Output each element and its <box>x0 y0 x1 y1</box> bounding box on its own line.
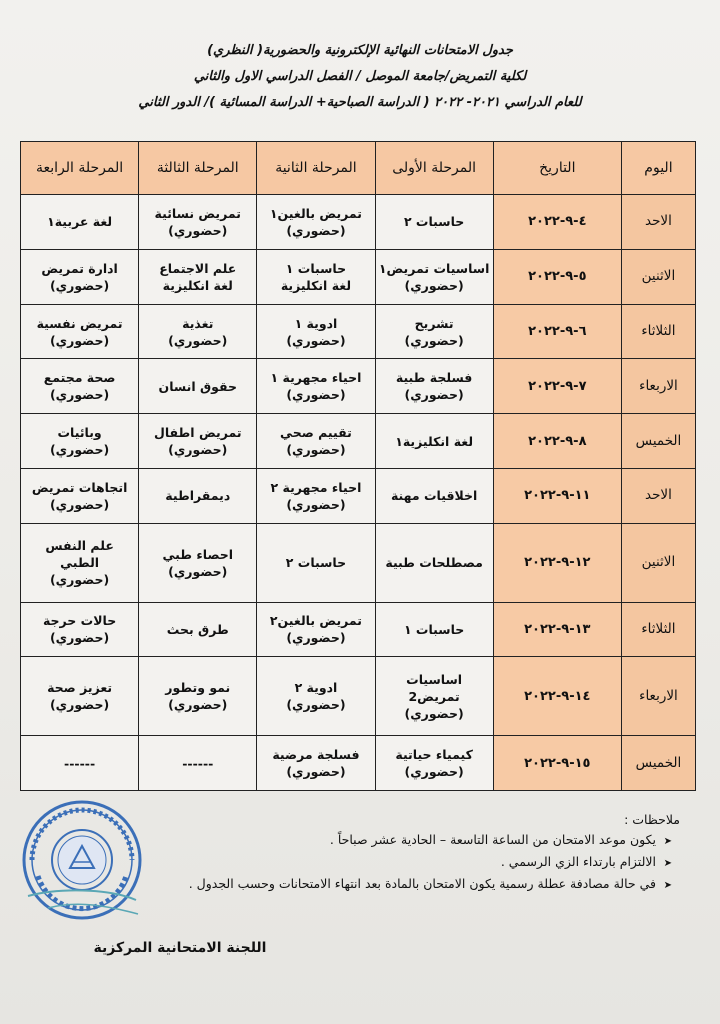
subject-line: حاسبات ٢ <box>285 555 347 571</box>
note-item <box>120 874 672 896</box>
subject-line: اساسيات تمريض2 <box>406 671 463 704</box>
subject-line: (حضوري) <box>404 705 464 721</box>
subject-line: طرق بحث <box>166 621 229 637</box>
subject-line: صحة مجتمع <box>43 370 116 386</box>
subject-line: تمريض نفسية <box>36 315 123 331</box>
subject-cell <box>257 602 375 657</box>
subject-line: تمريض بالغين١ <box>269 205 362 221</box>
subject-line: (حضوري) <box>286 222 346 238</box>
date-cell: ١٤-٩-٢٠٢٢ <box>493 657 621 736</box>
subject-cell <box>139 359 257 414</box>
subject-line: لغة انكليزية <box>280 277 352 293</box>
table-row <box>21 523 696 602</box>
subject-line: لغة انكليزية١ <box>395 433 474 449</box>
subject-line: تمريض نسائية <box>154 205 241 221</box>
subject-line: تقييم صحي <box>280 425 352 441</box>
day-cell: الاحد <box>621 469 695 524</box>
table-row <box>21 304 696 359</box>
note-text: الالتزام بارتداء الزي الرسمي . <box>500 854 656 869</box>
subject-line: (حضوري) <box>286 442 346 458</box>
subject-line: (حضوري) <box>404 387 464 403</box>
subject-cell <box>139 602 257 657</box>
subject-line: وبائيات <box>57 425 102 441</box>
subject-cell <box>139 304 257 359</box>
subject-cell <box>375 657 493 736</box>
column-header: المرحلة الثالثة <box>139 142 257 195</box>
subject-line: تمريض بالغين٢ <box>269 613 362 629</box>
note-item <box>120 852 672 874</box>
table-row <box>21 414 696 469</box>
subject-line: ادوية ٢ <box>294 680 338 696</box>
subject-line: احياء مجهرية ١ <box>270 370 362 386</box>
table-row <box>21 249 696 304</box>
subject-line: (حضوري) <box>49 697 110 713</box>
date-cell: ٥-٩-٢٠٢٢ <box>493 249 621 304</box>
table-row <box>21 736 696 791</box>
subject-line: كيمياء حياتية <box>395 747 473 763</box>
subject-cell <box>257 523 375 602</box>
subject-cell <box>257 195 375 250</box>
subject-line: احياء مجهرية ٢ <box>270 479 362 495</box>
subject-cell <box>21 359 139 414</box>
subject-line: (حضوري) <box>168 697 228 713</box>
table-row <box>21 602 696 657</box>
subject-line: (حضوري) <box>168 563 228 579</box>
day-cell: الخميس <box>621 414 695 469</box>
subject-line: تغذية <box>182 315 214 331</box>
note-item <box>120 830 672 852</box>
subject-line: حالات حرجة <box>42 613 117 629</box>
subject-cell <box>139 657 257 736</box>
subject-cell <box>21 602 139 657</box>
subject-line: (حضوري) <box>168 332 228 348</box>
table-row <box>21 359 696 414</box>
day-cell: الاحد <box>621 195 695 250</box>
subject-line: حقوق انسان <box>158 378 237 394</box>
subject-cell <box>139 736 257 791</box>
subject-cell <box>21 469 139 524</box>
notes-list <box>120 830 680 896</box>
subject-line: نمو وتطور <box>165 680 231 696</box>
subject-line: (حضوري) <box>49 387 110 403</box>
header-line-1: جدول الامتحانات النهائية الإلكترونية والحضورية( النظري) <box>207 43 513 58</box>
subject-line: (حضوري) <box>49 277 110 293</box>
subject-line: (حضوري) <box>49 496 110 512</box>
subject-cell <box>257 657 375 736</box>
note-text: في حالة مصادفة عطلة رسمية يكون الامتحان بالمادة بعد انتهاء الامتحانات وحسب الجدول . <box>188 876 656 891</box>
day-cell: الاربعاء <box>621 657 695 736</box>
subject-cell <box>257 359 375 414</box>
subject-cell <box>139 249 257 304</box>
subject-line: (حضوري) <box>168 222 228 238</box>
subject-line: (حضوري) <box>49 630 110 646</box>
subject-line: (حضوري) <box>286 697 346 713</box>
subject-line: تعزيز صحة <box>47 680 113 696</box>
subject-line: حاسبات ٢ <box>403 214 465 230</box>
subject-line: (حضوري) <box>286 332 346 348</box>
day-cell: الاثنين <box>621 249 695 304</box>
notes-section <box>120 810 680 896</box>
header-line-2: لكلية التمريض/جامعة الموصل / الفصل الدراسي الاول والثاني <box>193 69 527 84</box>
subject-line: علم النفس الطبي <box>45 538 114 571</box>
subject-cell <box>21 657 139 736</box>
arrow-bullet-icon: ➤ <box>663 858 672 869</box>
subject-line: (حضوري) <box>404 277 464 293</box>
subject-line: (حضوري) <box>49 572 110 588</box>
subject-cell <box>139 414 257 469</box>
note-text: يكون موعد الامتحان من الساعة التاسعة – الحادية عشر صباحاً . <box>329 832 656 847</box>
date-cell: ٤-٩-٢٠٢٢ <box>493 195 621 250</box>
subject-cell <box>257 304 375 359</box>
subject-cell <box>21 249 139 304</box>
subject-cell <box>21 736 139 791</box>
subject-cell <box>375 736 493 791</box>
subject-line: (حضوري) <box>286 496 346 512</box>
committee-signature: اللجنة الامتحانية المركزية <box>93 940 267 956</box>
subject-cell <box>139 195 257 250</box>
column-header: التاريخ <box>493 142 621 195</box>
column-header: اليوم <box>621 142 695 195</box>
subject-cell <box>375 469 493 524</box>
subject-cell <box>375 304 493 359</box>
table-row <box>21 469 696 524</box>
subject-cell <box>21 414 139 469</box>
subject-cell <box>375 249 493 304</box>
exam-schedule-table <box>20 141 696 791</box>
subject-line: (حضوري) <box>404 764 464 780</box>
notes-title: ملاحظات : <box>624 812 680 827</box>
subject-cell <box>139 469 257 524</box>
table-header-row <box>21 142 696 195</box>
subject-line: ادوية ١ <box>294 315 338 331</box>
subject-line: (حضوري) <box>286 630 346 646</box>
subject-line: (حضوري) <box>49 442 110 458</box>
subject-line: مصطلحات طبية <box>385 555 483 571</box>
subject-cell <box>257 469 375 524</box>
subject-line: لغة عربية١ <box>47 214 113 230</box>
day-cell: الثلاثاء <box>621 602 695 657</box>
table-row <box>21 195 696 250</box>
subject-line: (حضوري) <box>286 387 346 403</box>
subject-line: لغة انكليزية <box>162 277 233 293</box>
column-header: المرحلة الرابعة <box>21 142 139 195</box>
subject-cell <box>139 523 257 602</box>
subject-line: اساسيات تمريض١ <box>378 260 490 276</box>
date-cell: ١١-٩-٢٠٢٢ <box>493 469 621 524</box>
subject-line: تمريض اطفال <box>154 425 242 441</box>
subject-line: فسلجة مرضية <box>272 747 360 763</box>
subject-line: علم الاجتماع <box>159 260 237 276</box>
subject-line: (حضوري) <box>404 332 464 348</box>
subject-line: (حضوري) <box>168 442 228 458</box>
date-cell: ٨-٩-٢٠٢٢ <box>493 414 621 469</box>
subject-line: تشريح <box>414 315 454 331</box>
date-cell: ١٥-٩-٢٠٢٢ <box>493 736 621 791</box>
date-cell: ١٣-٩-٢٠٢٢ <box>493 602 621 657</box>
date-cell: ٦-٩-٢٠٢٢ <box>493 304 621 359</box>
day-cell: الثلاثاء <box>621 304 695 359</box>
subject-line: اتجاهات تمريض <box>31 479 128 495</box>
subject-cell <box>375 523 493 602</box>
day-cell: الاثنين <box>621 523 695 602</box>
subject-line: ------ <box>182 755 214 771</box>
subject-line: حاسبات ١ <box>403 621 465 637</box>
subject-cell <box>375 195 493 250</box>
subject-line: اخلاقيات مهنة <box>390 488 478 504</box>
subject-line: ادارة تمريض <box>41 260 118 276</box>
header-line-3: للعام الدراسي ٢٠٢١- ٢٠٢٢ ( الدراسة الصباحية+ الدراسة المسائية )/ الدور الثاني <box>138 95 582 110</box>
arrow-bullet-icon: ➤ <box>663 836 672 847</box>
subject-line: فسلجة طبية <box>395 370 473 386</box>
date-cell: ١٢-٩-٢٠٢٢ <box>493 523 621 602</box>
official-seal-icon <box>18 796 146 924</box>
subject-line: حاسبات ١ <box>285 260 347 276</box>
subject-cell <box>257 736 375 791</box>
subject-cell <box>257 249 375 304</box>
subject-cell <box>375 602 493 657</box>
document-header <box>60 38 660 116</box>
subject-cell <box>21 195 139 250</box>
column-header: المرحلة الثانية <box>257 142 375 195</box>
day-cell: الخميس <box>621 736 695 791</box>
subject-line: (حضوري) <box>286 764 346 780</box>
subject-cell <box>21 523 139 602</box>
day-cell: الاربعاء <box>621 359 695 414</box>
subject-line: ------ <box>64 755 96 771</box>
subject-cell <box>375 359 493 414</box>
table-body <box>21 195 696 791</box>
table-row <box>21 657 696 736</box>
subject-cell <box>21 304 139 359</box>
subject-cell <box>257 414 375 469</box>
subject-line: ديمقراطية <box>165 488 231 504</box>
subject-line: (حضوري) <box>49 332 110 348</box>
date-cell: ٧-٩-٢٠٢٢ <box>493 359 621 414</box>
arrow-bullet-icon: ➤ <box>663 880 672 891</box>
column-header: المرحلة الأولى <box>375 142 493 195</box>
subject-cell <box>375 414 493 469</box>
subject-line: احصاء طبي <box>162 546 234 562</box>
